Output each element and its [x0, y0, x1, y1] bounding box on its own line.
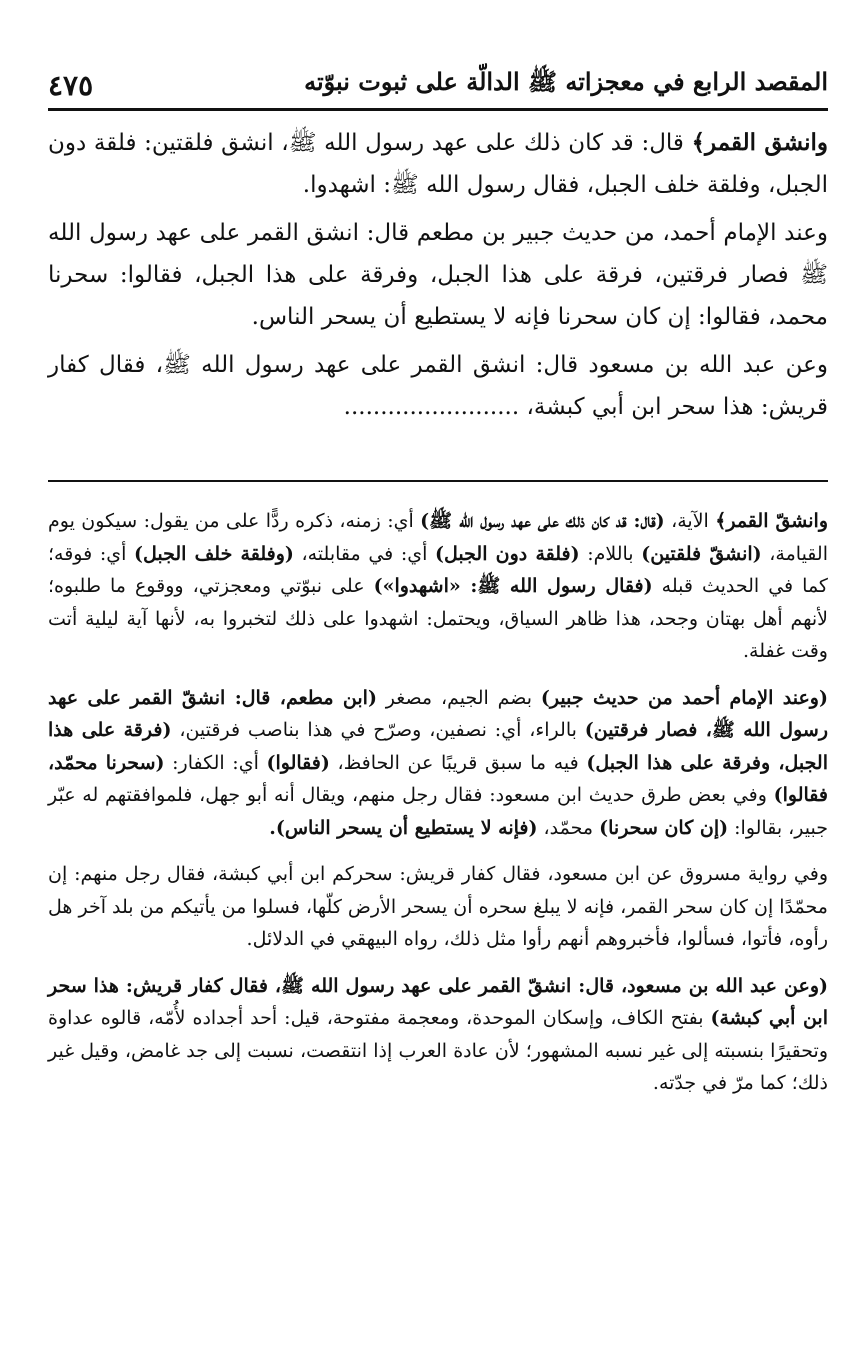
- commentary-text: محمّد،: [537, 816, 600, 839]
- commentary-paragraph-3: وفي رواية مسروق عن ابن مسعود، فقال كفار قريش: سحركم ابن أبي كبشة، فقال رجل منهم: إن محمّدًا إن كان سحر القمر، فإنه لا يبلغ سحره أن يسحر الأرض كلّها، فسلوا من يأتيكم من بلد آخر هل رأوه، فأتوا، فسألوا، فأخبروهم أنهم رأوا مثل ذلك، رواه البيهقي في الدلائل.: [48, 863, 828, 950]
- main-text-body: قال: قد كان ذلك على عهد رسول الله ﷺ، انشق فلقتين: فلقة دون الجبل، وفلقة خلف الجبل، فقال رسول الله ﷺ: اشهدوا.: [48, 130, 828, 198]
- quoted-phrase: (فلقة دون الجبل): [435, 542, 580, 565]
- quoted-phrase: (سحرنا محمّد، فقالوا): [48, 751, 828, 806]
- commentary-paragraph-2: [48, 682, 828, 845]
- quoted-phrase: (وعن عبد الله بن مسعود، قال: انشقّ القمر على عهد رسول الله ﷺ، فقال كفار قريش: هذا سحر ابن أبي كبشة): [48, 974, 828, 1029]
- page-number: ٤٧٥: [48, 69, 94, 102]
- header-title: المقصد الرابع في معجزاته ﷺ الدالّة على ثبوت نبوّته: [304, 67, 828, 96]
- quoted-phrase: (فقالوا): [266, 751, 330, 774]
- quoted-phrase: (ابن مطعم، قال: انشقّ القمر على عهد رسول الله ﷺ، فصار فرقتين): [48, 686, 828, 741]
- main-text-body: وعن عبد الله بن مسعود قال: انشق القمر على عهد رسول الله ﷺ، فقال كفار قريش: هذا سحر ابن أبي كبشة،: [48, 352, 828, 420]
- quoted-phrase: (إن كان سحرنا): [599, 816, 729, 839]
- commentary-text: وفي بعض طرق حديث ابن مسعود: فقال رجل منهم، ويقال أنه أبو جهل، فلموافقتهم له عبّر جبير، بقالوا:: [48, 784, 828, 839]
- quoted-phrase: (فإنه لا يستطيع أن يسحر الناس).: [269, 816, 538, 839]
- quoted-phrase: (انشقّ فلقتين): [641, 542, 762, 565]
- main-text-paragraph-2: وعند الإمام أحمد، من حديث جبير بن مطعم قال: انشق القمر على عهد رسول الله ﷺ فصار فرقتين، فرقة على هذا الجبل، وفرقة على هذا الجبل، فقالوا: سحرنا محمد، فقالوا: إن كان سحرنا فإنه لا يستطيع أن يسحر الناس.: [48, 220, 828, 330]
- commentary-section: [48, 505, 828, 1114]
- quoted-phrase: (وفلقة خلف الجبل): [134, 542, 294, 565]
- commentary-text: أي: فوقه؛ كما في الحديث قبله: [48, 542, 828, 597]
- quoted-phrase: (فقال رسول الله ﷺ: «اشهدوا»): [373, 575, 653, 597]
- main-text-section: [48, 122, 828, 434]
- ellipsis-dots: ........................: [343, 394, 520, 420]
- commentary-text: أي: في مقابلته،: [293, 542, 436, 565]
- commentary-text: باللام:: [579, 542, 642, 565]
- running-header: [48, 52, 828, 111]
- quoted-phrase: وانشقّ القمر﴾: [715, 510, 828, 532]
- commentary-text: بفتح الكاف، وإسكان الموحدة، ومعجمة مفتوحة، قيل: أحد أجداده لأُمّه، قالوه عداوة وتحقيرًا بنسبته إلى غير نسبه المشهور؛ لأن عادة العرب إذا انتقصت، نسبت إلى جد غامض، وقيل غير ذلك؛ كما مرّ في جدّته.: [48, 1007, 828, 1094]
- section-divider: [48, 480, 828, 482]
- commentary-text: على نبوّتي ومعجزتي، ووقوع ما طلبوه؛ لأنهم أهل بهتان وجحد، هذا ظاهر السياق، ويحتمل: اشهدوا على ذلك لتخبروا به، لأنها آية ليلية أتت وقت غفلة.: [48, 575, 828, 662]
- quoted-phrase: (وعند الإمام أحمد من حديث جبير): [540, 686, 828, 709]
- commentary-paragraph-1: [48, 505, 828, 668]
- main-text-paragraph-1: [48, 122, 828, 206]
- commentary-text: الآية،: [664, 510, 716, 532]
- main-text-lead: وانشق القمر﴾: [691, 129, 829, 156]
- quoted-phrase: (فرقة على هذا الجبل، وفرقة على هذا الجبل): [48, 719, 828, 774]
- commentary-text: أي: زمنه، ذكره ردًّا على من يقول: سيكون يوم القيامة،: [48, 510, 828, 565]
- commentary-text: بضم الجيم، مصغر: [376, 686, 541, 709]
- main-text-paragraph-3: [48, 344, 828, 428]
- commentary-text: فيه ما سبق قريبًا عن الحافظ،: [329, 751, 587, 774]
- commentary-text: بالراء، أي: نصفين، وصرّح في هذا بناصب فرقتين،: [171, 719, 585, 741]
- commentary-paragraph-4: [48, 970, 828, 1100]
- commentary-text: أي: الكفار:: [164, 751, 267, 774]
- quoted-phrase: (قال: قد كان ذلك على عهد رسول الله ﷺ): [420, 510, 665, 532]
